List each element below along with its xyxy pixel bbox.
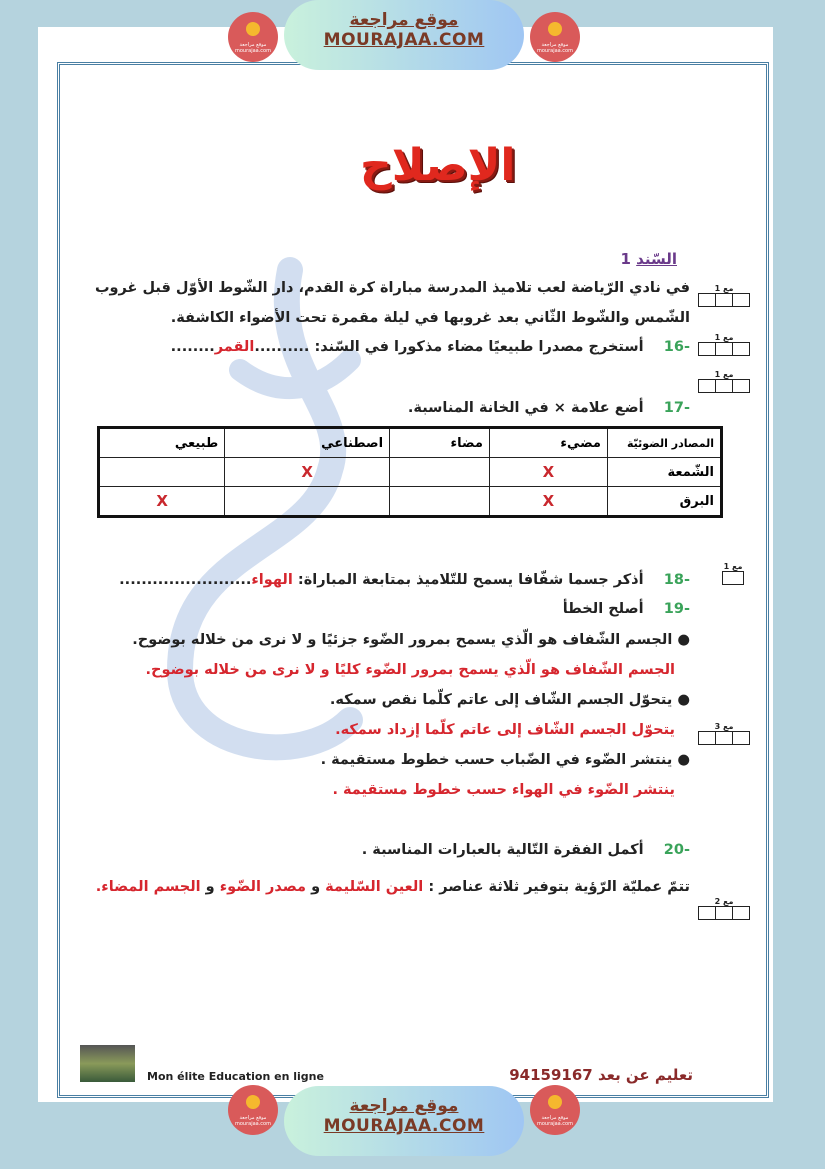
score-box: مع 1 [698,370,750,393]
q19-correct-1: الجسم الشّفاف هو الّذي يسمح بمرور الضّوء كليًا و لا نرى من خلاله بوضوح. [145,662,675,678]
banner-url: MOURAJAA.COM [323,30,485,50]
logo-icon [548,1095,562,1109]
question-16: -16 أستخرج مصدرا طبيعيًا مضاء مذكورا في السّند: ..........القمر........ [170,339,690,355]
footer-brand: Mon élite Education en ligne [147,1070,324,1083]
q19-correct-2: يتحوّل الجسم الشّاف إلى عاتم كلّما إزداد سمكه. [335,722,675,738]
q19-wrong-2: ● يتحوّل الجسم الشّاف إلى عاتم كلّما نقص سمكه. [329,692,690,708]
q19-wrong-1: ● الجسم الشّفاف هو الّذي يسمح بمرور الضّوء جزئيًا و لا نرى من خلاله بوضوح. [132,632,690,648]
question-20: -20 أكمل الفقرة التّالية بالعبارات المناسبة . [361,842,690,858]
logo-icon [246,22,260,36]
footer-contact: تعليم عن بعد 94159167 [509,1066,693,1084]
table-row: الشّمعة X X [99,458,722,487]
table-row: البرق X X [99,487,722,517]
score-box: مع 1 [698,284,750,307]
q20-answer: تتمّ عمليّة الرّؤية بتوفير ثلاثة عناصر : العين السّليمة و مصدر الضّوء و الجسم المضاء. [95,879,690,895]
logo-icon [246,1095,260,1109]
question-19: -19 أصلح الخطأ [562,601,690,617]
logo-icon [548,22,562,36]
q19-correct-3: ينتشر الضّوء في الهواء حسب خطوط مستقيمة . [332,782,675,798]
site-banner-top[interactable] [284,0,524,70]
site-logo-left-bottom[interactable]: موقع مراجعة mourajaa.com [228,1085,278,1135]
page-title: الإصلاح [360,140,516,191]
banner-arabic: موقع مراجعة [349,10,459,30]
site-logo-right-bottom[interactable]: موقع مراجعة mourajaa.com [530,1085,580,1135]
table-header-row: المصادر الضوئيّة مضيء مضاء اصطناعي طبيعي [99,428,722,458]
question-17: -17 أضع علامة × في الخانة المناسبة. [407,400,690,416]
site-banner-bottom[interactable] [284,1086,524,1156]
sanad-heading: السّند 1 [620,250,677,268]
banner-arabic: موقع مراجعة [349,1096,459,1116]
sanad-line-2: الشّمس والشّوط الثّاني بعد غروبها في ليلة مقمرة تحت الأضواء الكاشفة. [170,310,690,326]
site-logo-right[interactable]: موقع مراجعة mourajaa.com [530,12,580,62]
banner-url: MOURAJAA.COM [323,1116,485,1136]
light-sources-table [97,426,723,518]
score-box: مع 1 [722,562,744,585]
sanad-line-1: في نادي الرّياضة لعب تلاميذ المدرسة مباراة كرة القدم، دار الشّوط الأوّل قبل غروب [94,280,690,296]
score-box: مع 2 [698,897,750,920]
q19-wrong-3: ● ينتشر الضّوء في الضّباب حسب خطوط مستقيمة . [320,752,690,768]
score-box: مع 1 [698,333,750,356]
question-18: -18 أذكر جسما شفّافا يسمح للتّلاميذ بمتابعة المباراة: الهواء........................ [119,572,690,588]
score-box: مع 3 [698,722,750,745]
footer-logo-image [80,1045,135,1082]
site-logo-left[interactable]: موقع مراجعة mourajaa.com [228,12,278,62]
